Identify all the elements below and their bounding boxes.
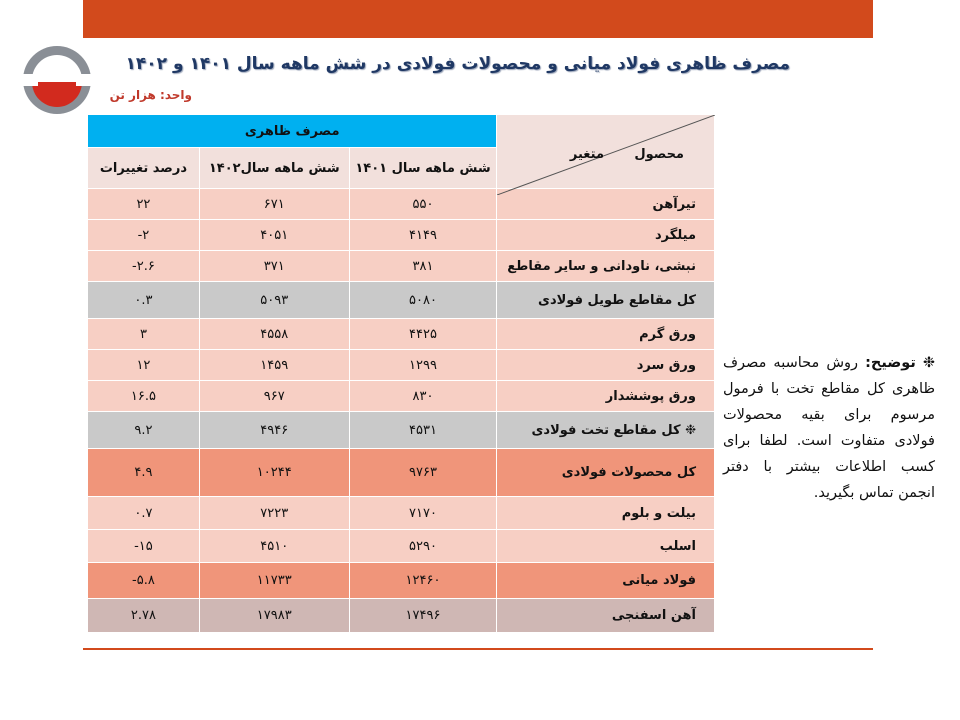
cell-1402: ۴۵۵۸ (199, 319, 349, 350)
consumption-table (87, 114, 715, 633)
table-row (88, 599, 715, 633)
cell-1402: ۴۰۵۱ (199, 220, 349, 251)
cell-1401: ۵۲۹۰ (349, 530, 497, 563)
table-row (88, 497, 715, 530)
cell-1401: ۳۸۱ (349, 251, 497, 282)
row-name: فولاد میانی (497, 563, 715, 599)
bottom-accent-line (83, 648, 873, 650)
note-label: توضیح: (865, 355, 916, 371)
cell-change: ۳ (88, 319, 200, 350)
cell-1401: ۱۲۴۶۰ (349, 563, 497, 599)
row-name: نبشی، ناودانی و سایر مقاطع (497, 251, 715, 282)
table-row (88, 449, 715, 497)
cell-1401: ۴۵۳۱ (349, 412, 497, 449)
cell-change: ۲.۷۸ (88, 599, 200, 633)
cell-1402: ۹۶۷ (199, 381, 349, 412)
column-header-change: درصد تغییرات (88, 148, 200, 189)
cell-1401: ۸۳۰ (349, 381, 497, 412)
cell-1401: ۱۷۴۹۶ (349, 599, 497, 633)
cell-1401: ۹۷۶۳ (349, 449, 497, 497)
cell-1402: ۱۷۹۸۳ (199, 599, 349, 633)
page-title: مصرف ظاهری فولاد میانی و محصولات فولادی در شش ماهه سال ۱۴۰۱ و ۱۴۰۲ (125, 54, 790, 74)
table-row (88, 530, 715, 563)
table-row (88, 282, 715, 319)
row-name: ورق پوششدار (497, 381, 715, 412)
cell-change: ۱۲ (88, 350, 200, 381)
table-row (88, 412, 715, 449)
group-header: مصرف ظاهری (88, 115, 497, 148)
column-header-1402: شش ماهه سال۱۴۰۲ (199, 148, 349, 189)
corner-variable-label: متغیر (569, 147, 604, 162)
explanation-note (723, 350, 935, 506)
row-name: تیرآهن (497, 189, 715, 220)
column-header-1401: شش ماهه سال ۱۴۰۱ (349, 148, 497, 189)
cell-1402: ۱۰۲۴۴ (199, 449, 349, 497)
cell-change: ۰.۳ (88, 282, 200, 319)
corner-header-cell (497, 115, 715, 189)
row-name: اسلب (497, 530, 715, 563)
cell-1401: ۵۵۰ (349, 189, 497, 220)
row-name: کل مقاطع طویل فولادی (497, 282, 715, 319)
row-name: بیلت و بلوم (497, 497, 715, 530)
table-row (88, 319, 715, 350)
cell-1402: ۵۰۹۳ (199, 282, 349, 319)
cell-change: ۲- (88, 220, 200, 251)
note-bullet-icon: ❉ (922, 355, 936, 371)
cell-1402: ۴۹۴۶ (199, 412, 349, 449)
cell-1402: ۶۷۱ (199, 189, 349, 220)
cell-change: ۴.۹ (88, 449, 200, 497)
table-row (88, 251, 715, 282)
table-row (88, 350, 715, 381)
cell-change: ۲۲ (88, 189, 200, 220)
cell-1402: ۴۵۱۰ (199, 530, 349, 563)
cell-1401: ۴۱۴۹ (349, 220, 497, 251)
cell-1401: ۵۰۸۰ (349, 282, 497, 319)
cell-1402: ۷۲۲۳ (199, 497, 349, 530)
cell-change: ۱۵- (88, 530, 200, 563)
unit-label: واحد: هزار تن (109, 88, 192, 102)
row-name: ورق سرد (497, 350, 715, 381)
row-name: کل محصولات فولادی (497, 449, 715, 497)
cell-1402: ۱۱۷۳۳ (199, 563, 349, 599)
cell-change: ۲.۶- (88, 251, 200, 282)
cell-1401: ۴۴۲۵ (349, 319, 497, 350)
top-accent-bar (83, 0, 873, 38)
cell-1401: ۷۱۷۰ (349, 497, 497, 530)
cell-1402: ۳۷۱ (199, 251, 349, 282)
cell-change: ۰.۷ (88, 497, 200, 530)
table-row (88, 220, 715, 251)
cell-change: ۱۶.۵ (88, 381, 200, 412)
table-row (88, 563, 715, 599)
cell-change: ۹.۲ (88, 412, 200, 449)
cell-1402: ۱۴۵۹ (199, 350, 349, 381)
note-text: روش محاسبه مصرف ظاهری کل مقاطع تخت با فرمول مرسوم برای بقیه محصولات فولادی متفاوت است. لطفا برای کسب اطلاعات بیشتر با دفتر انجمن تماس بگیرید. (723, 355, 935, 501)
cell-1401: ۱۲۹۹ (349, 350, 497, 381)
row-name: ورق گرم (497, 319, 715, 350)
row-name: ❉ کل مقاطع تخت فولادی (497, 412, 715, 449)
corner-product-label: محصول (634, 147, 684, 162)
row-name: آهن اسفنجی (497, 599, 715, 633)
association-logo (12, 40, 102, 120)
cell-change: ۵.۸- (88, 563, 200, 599)
row-name: میلگرد (497, 220, 715, 251)
table-row (88, 381, 715, 412)
